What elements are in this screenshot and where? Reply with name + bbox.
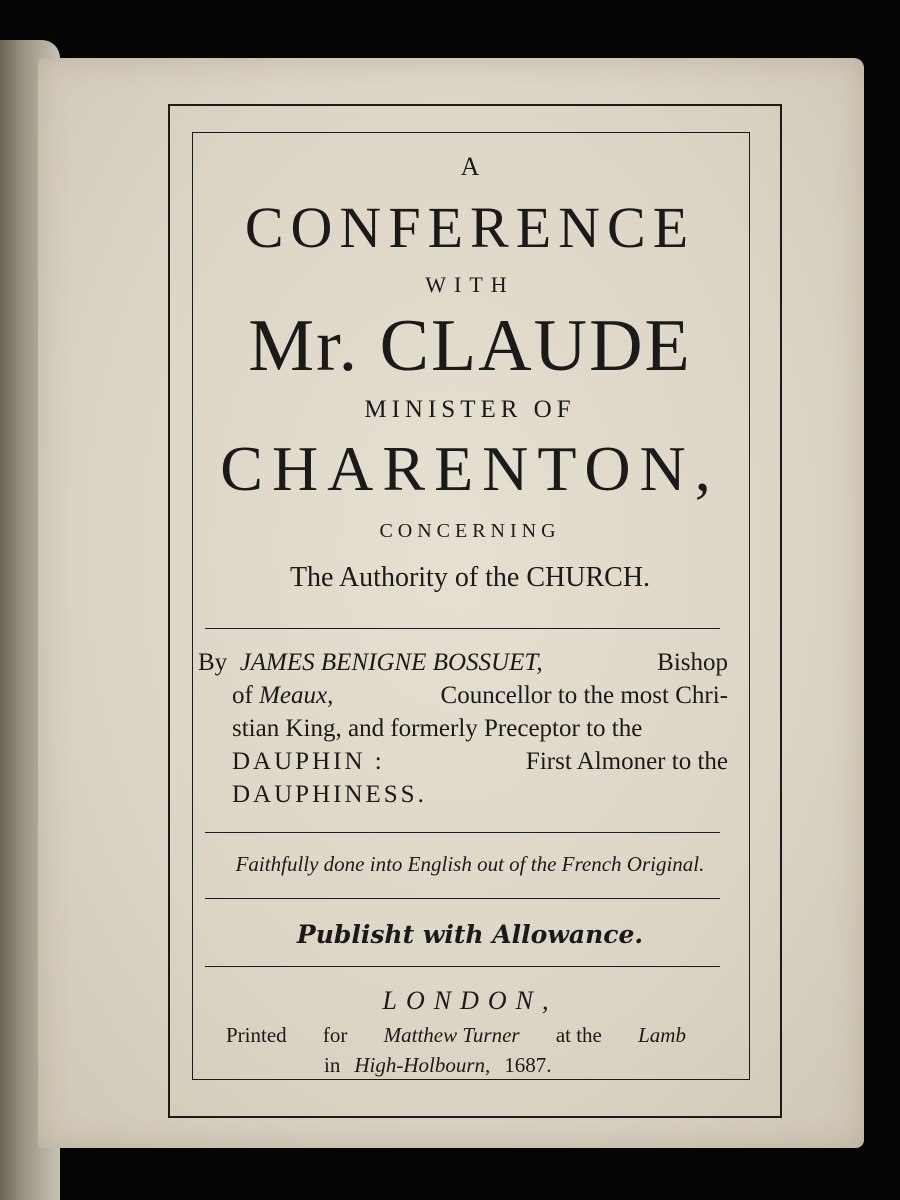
- byline-of: of: [232, 682, 253, 709]
- title-concerning: CONCERNING: [379, 520, 561, 542]
- imprint-line-1: [226, 1020, 686, 1050]
- byline-line-2: [198, 679, 728, 712]
- byline-bishop: Bishop: [657, 649, 728, 676]
- imprint-year: 1687.: [504, 1053, 552, 1077]
- imprint-printer: Matthew Turner: [383, 1023, 520, 1047]
- byline-by: By: [198, 649, 228, 676]
- byline-councellor: Councellor to the most Chri-: [440, 682, 728, 709]
- byline-preceptor: stian King, and formerly Preceptor to the: [232, 715, 643, 742]
- license-line: Publisht with Allowance.: [296, 920, 644, 949]
- imprint-in: in: [324, 1053, 341, 1077]
- byline-line-1: [198, 646, 728, 679]
- imprint-sign: Lamb: [638, 1023, 686, 1047]
- byline-author: JAMES BENIGNE BOSSUET,: [239, 649, 543, 676]
- title-mr-claude: Mr. CLAUDE: [248, 305, 692, 387]
- imprint-printed: Printed: [226, 1023, 287, 1047]
- imprint-for: for: [322, 1023, 348, 1047]
- imprint-line-2: [226, 1050, 686, 1080]
- byline-line-3: [198, 712, 728, 745]
- title-with: WITH: [425, 272, 515, 297]
- title-conference: CONFERENCE: [244, 195, 696, 260]
- title-subject: The Authority of the CHURCH.: [289, 562, 651, 593]
- divider-rule-2: [205, 832, 720, 833]
- author-byline: [198, 646, 728, 811]
- byline-almoner: First Almoner to the: [525, 748, 728, 775]
- translation-note: Faithfully done into English out of the French Original.: [235, 852, 705, 876]
- title-article: A: [460, 152, 480, 181]
- byline-line-5: [198, 778, 728, 811]
- imprint-city: LONDON,: [382, 986, 558, 1015]
- byline-line-4: [198, 745, 728, 778]
- imprint-block: [226, 1020, 686, 1080]
- byline-place: Meaux,: [259, 682, 334, 709]
- byline-dauphiness: DAUPHINESS.: [232, 781, 427, 808]
- title-charenton: CHARENTON,: [220, 433, 720, 504]
- imprint-place: High-Holbourn,: [354, 1053, 491, 1077]
- title-minister-of: MINISTER OF: [364, 396, 576, 423]
- divider-rule-1: [205, 628, 720, 629]
- divider-rule-3: [205, 898, 720, 899]
- imprint-at-the: at the: [555, 1023, 602, 1047]
- byline-dauphin: DAUPHIN :: [232, 748, 385, 775]
- divider-rule-4: [205, 966, 720, 967]
